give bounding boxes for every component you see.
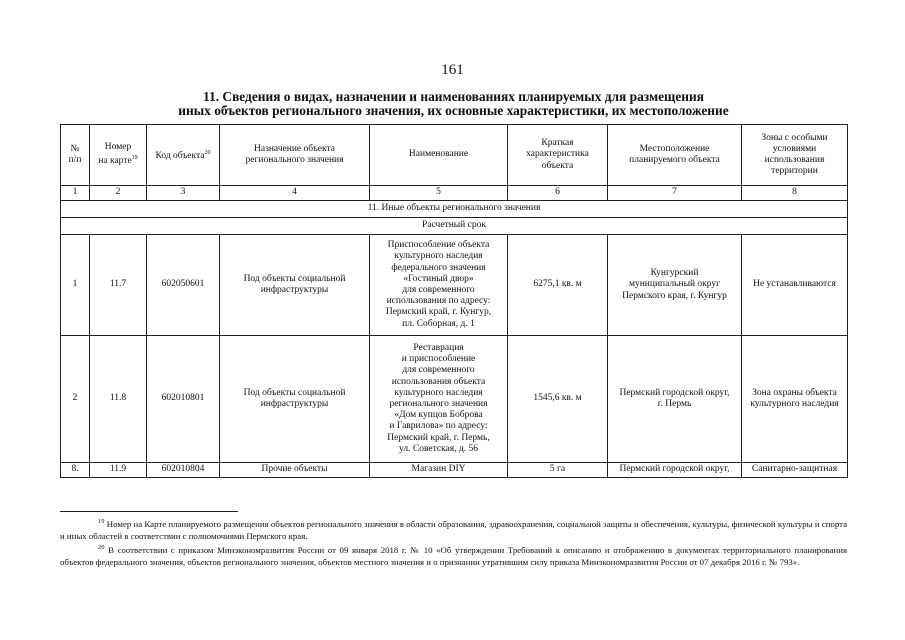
header-object-code: [147, 125, 220, 186]
cell-location: Пермский городской округ,: [608, 463, 742, 478]
cell-object-code: 602010804: [147, 463, 220, 478]
cell-map-number: 11.8: [90, 336, 147, 463]
footnote: [60, 516, 847, 542]
section-heading: [60, 90, 847, 118]
table-header-row: [61, 125, 848, 186]
cell-zones: Санитарно-защитная: [742, 463, 848, 478]
period-title: Расчетный срок: [61, 218, 848, 235]
footnote-ref-20: 20: [204, 149, 211, 156]
header-location: Местоположение планируемого объекта: [608, 125, 742, 186]
page-number: 161: [441, 62, 464, 78]
section-heading-line-1: 11. Сведения о видах, назначении и наименованиях планируемых для размещения: [203, 89, 704, 104]
header-characteristic: Краткая характеристика объекта: [508, 125, 608, 186]
header-zones: Зоны с особыми условиями использования территории: [742, 125, 848, 186]
cell-object-code: 602050601: [147, 235, 220, 336]
footnote-text: Номер на Карте планируемого размещения объектов регионального значения в области образования, здравоохранения, социальной защиты и обеспечения, культуры, физической культуры и спорта и иных областей в соответствии с полномочиями Пермского края.: [60, 518, 847, 541]
section-title: 11. Иные объекты регионального значения: [61, 201, 848, 218]
cell-location: Пермский городской округ, г. Пермь: [608, 336, 742, 463]
cell-map-number: 11.7: [90, 235, 147, 336]
header-object-code-label: Код объекта: [155, 150, 205, 161]
header-name: Наименование: [370, 125, 508, 186]
header-map-number: [90, 125, 147, 186]
column-number-row: [61, 186, 848, 201]
cell-location: Кунгурский муниципальный округ Пермского края, г. Кунгур: [608, 235, 742, 336]
column-number: 4: [220, 186, 370, 201]
table-row: [61, 463, 848, 478]
section-title-row: [61, 201, 848, 218]
cell-number: 2: [61, 336, 90, 463]
header-map-number-label: Номер на карте: [98, 142, 132, 167]
footnote-separator: [60, 511, 238, 512]
cell-zones: Не устанавливаются: [742, 235, 848, 336]
footnote-mark: 19: [98, 518, 105, 525]
header-purpose: Назначение объекта регионального значения: [220, 125, 370, 186]
cell-characteristic: 5 га: [508, 463, 608, 478]
column-number: 8: [742, 186, 848, 201]
column-number: 2: [90, 186, 147, 201]
column-number: 1: [61, 186, 90, 201]
table-row: [61, 336, 848, 463]
footnotes: [60, 516, 847, 568]
cell-name: Приспособление объекта культурного наследия федерального значения «Гостиный двор» для современного использования по адресу: Пермский край, г. Кунгур, пл. Соборная, д. 1: [370, 235, 508, 336]
column-number: 6: [508, 186, 608, 201]
cell-purpose: Под объекты социальной инфраструктуры: [220, 336, 370, 463]
cell-characteristic: 6275,1 кв. м: [508, 235, 608, 336]
footnote-ref-19: 19: [131, 155, 138, 162]
cell-zones: Зона охраны объекта культурного наследия: [742, 336, 848, 463]
cell-number: 1: [61, 235, 90, 336]
column-number: 7: [608, 186, 742, 201]
footnote-mark: 20: [98, 544, 105, 552]
footnote-text: В соответствии с приказом Минэкономразвития России от 09 января 2018 г. № 10 «Об утверждении Требований к описанию и отображению в документах территориального планирования объектов федерального значения, объектов регионального значения, объектов местного значения и о признании утратившим силу приказа Минэкономразвития России от 07 декабря 2016 г. № 793».: [60, 545, 847, 567]
cell-purpose: Под объекты социальной инфраструктуры: [220, 235, 370, 336]
cell-object-code: 602010801: [147, 336, 220, 463]
section-heading-line-2: иных объектов регионального значения, их основные характеристики, их местоположение: [178, 103, 729, 118]
cell-name: Реставрация и приспособление для современного использования объекта культурного наследия регионального значения «Дом купцов Боброва и Гаврилова» по адресу: Пермский край, г. Пермь, ул. Советская, д. 56: [370, 336, 508, 463]
cell-name: Магазин DIY: [370, 463, 508, 478]
column-number: 5: [370, 186, 508, 201]
cell-number: 8.: [61, 463, 90, 478]
objects-table: [60, 124, 848, 478]
header-number: № п/п: [61, 125, 90, 186]
period-row: [61, 218, 848, 235]
column-number: 3: [147, 186, 220, 201]
table-row: [61, 235, 848, 336]
cell-characteristic: 1545,6 кв. м: [508, 336, 608, 463]
footnote: [60, 542, 847, 568]
cell-map-number: 11.9: [90, 463, 147, 478]
cell-purpose: Прочие объекты: [220, 463, 370, 478]
